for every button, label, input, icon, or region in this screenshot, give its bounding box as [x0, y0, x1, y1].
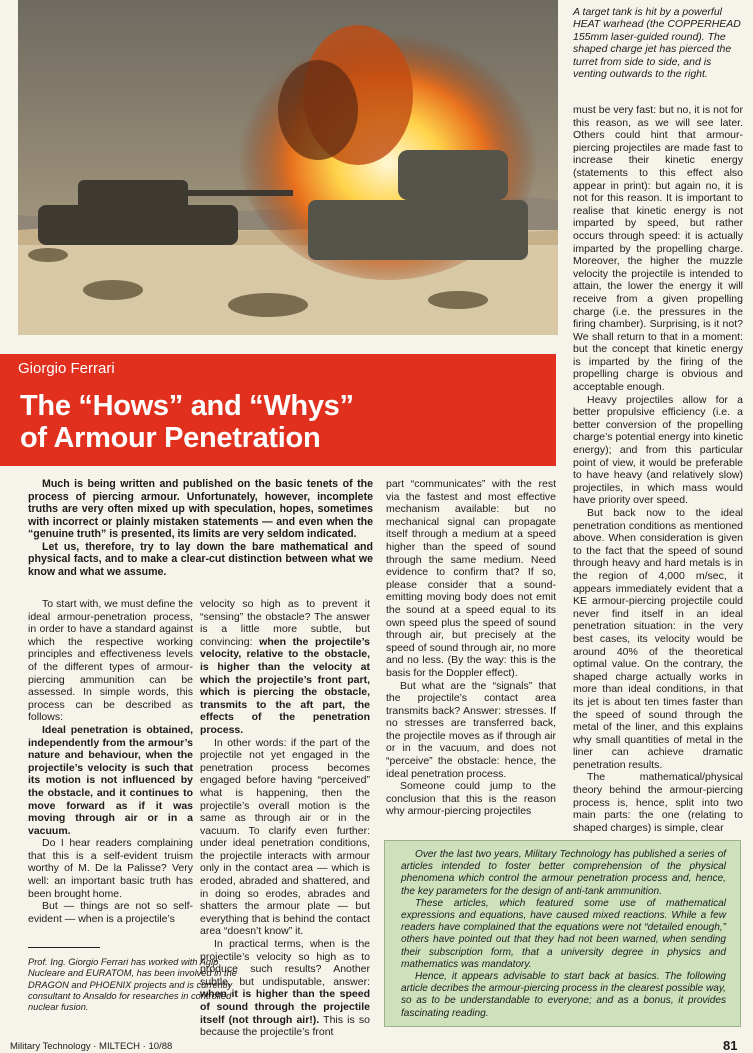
paragraph: But — things are not so self-evident — when is a projectile’s [28, 900, 193, 925]
paragraph: must be very fast: but no, it is not for this reason, as we will see later. Others could hint that armour-piercing projectiles are made fast to increase their kinetic energy (statements to this effect also appear in print): but again no, it is not for this reason. It is important to realise that kinetic energy is not imparted by speed, but rather occurs through speed: it is actually imparted by the propelling charge. Moreover, the higher the muzzle velocity the projectile is intended to attain, the lower the energy it will receive from a given propelling charge (i.e. the pressures in the firing chamber). Surprising, is it not? We shall return to that in a moment: but the concept that kinetic energy is imparted by the firing of the propelling charge is obvious and acceptable enough. [573, 104, 743, 394]
author-byline: Giorgio Ferrari [18, 360, 115, 377]
title-banner [0, 354, 556, 466]
paragraph: Do I hear readers complaining that this is a self-evident truism worthy of M. De la Palisse? Very well: an important basic truth has been brought home. [28, 837, 193, 900]
paragraph: Ideal penetration is obtained, independently from the armour’s nature and behaviour, when the projectile’s velocity is such that its motion is not influenced by the obstacle, and it continues to move forward as if it was moving through air or in a vacuum. [28, 723, 193, 837]
sidebar-text [401, 849, 726, 1020]
column-1 [28, 598, 193, 925]
editorial-sidebar [384, 840, 741, 1027]
author-footnote: Prof. Ing. Giorgio Ferrari has worked with Agip Nucleare and EURATOM, has been involved in the DRAGON and PHOENIX projects and is currently consultant to Ansaldo for researches in controlled nuclear fusion. [28, 957, 237, 1013]
paragraph: To start with, we must define the ideal armour-penetration process, in order to have a standard against which the respective working principles and effectiveness levels of the different types of armour-piercing ammunition can be assessed. In simple words, this process can be described as follows: [28, 598, 193, 724]
sidebar-paragraph: Over the last two years, Military Technology has published a series of articles intended to foster better comprehension of the physical phenomena which control the armour penetration process and, hence, the key parameters for the design of anti-tank ammunition. [401, 849, 726, 897]
paragraph [200, 938, 370, 1039]
article-headline [20, 390, 354, 454]
headline-line-2: of Armour Penetration [20, 422, 321, 454]
footnote-rule [28, 947, 100, 948]
page-number: 81 [723, 1038, 738, 1053]
paragraph: But what are the “signals” that the projectile’s contact area transmits back? Answer: stresses. If no stresses are transferred back, the projectile moves as if through air or in the vacuum, and does not “perceive” the obstacle: hence, the ideal penetration process. [386, 679, 556, 780]
paragraph: But back now to the ideal penetration conditions as mentioned above. When consideration is given to the fact that the speed of sound through heavy and hard metals is in the region of 4,000 m/sec, it appears immediately evident that a KE armour-piercing projectile could never find itself in an ideal penetration situation: in the very best cases, its velocity would be around 40% of the theoretical optimal value. On the contrary, the shaped charge actually works in more than ideal conditions, in that its jet is about ten times faster than the speed of sound through the metal of the liner, and this explains why small quantities of metal in the liner can achieve dramatic penetration results. [573, 507, 743, 771]
paragraph [200, 598, 370, 737]
intro-paragraphs [28, 478, 373, 578]
paragraph: The mathematical/physical theory behind the armour-piercing process is, hence, split into two main parts: the one (relating to shaped charges) is simple, clear [573, 771, 743, 834]
column-3 [386, 478, 556, 818]
bold-text-run: when the projectile’s velocity, relative to the obstacle, is higher than the velocity at which the projectile’s front part, which is piercing the obstacle, transmits to the aft part, the effects of the penetration process. [200, 635, 371, 736]
sidebar-paragraph: These articles, which featured some use of mathematical expressions and equations, have caused mixed reactions. While a few readers have complained that the equations were not “detailed enough,” others have pointed out that they had not been warned, when sending their subscription form, that a university degree in physics and mathematics was mandatory. [401, 897, 726, 970]
photo-caption: A target tank is hit by a powerful HEAT warhead (the COPPERHEAD 155mm laser-guided round). The shaped charge jet has pierced the turret from side to side, and is venting outwards to the right. [573, 6, 741, 81]
paragraph: In other words: if the part of the projectile not yet engaged in the penetration process becomes engaged before having “perceived” what is happening, then the projectile’s overall motion is the same as through air or in the vacuum. To clarify even further: under ideal penetration conditions, the projectile interacts with armour only in the contact area — which is eroded, abraded and shattered, and in doing so erodes, abrades and shatters the armour plate — but everything that is behind the contact area “doesn’t know” it. [200, 736, 370, 938]
journal-footer: Military Technology · MILTECH · 10/88 [10, 1041, 173, 1052]
column-4 [573, 104, 743, 834]
column-2 [200, 598, 370, 1039]
paragraph: part “communicates” with the rest via the fastest and most effective mechanism available: but no mechanical signal can propagate itself through a medium at a speed higher than the speed of sound through the same medium. Need evidence to confirm that? If so, please consider that a sound-emitting moving body does not emit the sound at a speed equal to its own speed plus the speed of sound through air, but precisely at the speed of sound through air, no more and no less. (By the way: this is the basis for the Doppler effect). [386, 478, 556, 679]
headline-line-1: The “Hows” and “Whys” [20, 390, 354, 422]
paragraph: Someone could jump to the conclusion that this is the reason why armour-piercing projectiles [386, 780, 556, 818]
text-run: velocity so high as to prevent it “sensing” the obstacle? The answer is a little more subtle, but convincing: [200, 598, 370, 648]
sidebar-paragraph: Hence, it appears advisable to start back at basics. The following article decribes the armour-piercing process in the clearest possible way, so as to be understandable to everyone; and as a bonus, it provides fascinating reading. [401, 971, 726, 1019]
intro-paragraph: Let us, therefore, try to lay down the bare mathematical and physical facts, and to make a clear-cut distinction between what we know and what we assume. [28, 540, 373, 578]
text-run: This is so because the projectile’s front [200, 1013, 370, 1039]
text-run: In practical terms, when is the projectile’s velocity so high as to produce such results? Another subtle, but undisputable, answer: [200, 938, 370, 988]
bold-text-run: when it is higher than the speed of sound through the projectile itself (not through air!). [200, 988, 370, 1026]
paragraph: Heavy projectiles allow for a better propulsive efficiency (i.e. a better conversion of the propelling charge’s potential energy into kinetic energy); and from this particular point of view, it would be preferable to have heavy (and relatively slow) projectiles, in which mass would have priority over speed. [573, 393, 743, 507]
intro-paragraph: Much is being written and published on the basic tenets of the process of piercing armour. Unfortunately, however, incomplete truths are very often mixed up with speculation, hopes, sometimes with incorrect or plainly mistaken statements — and even when the “genuine truth” is presented, its limits are very seldom indicated. [28, 478, 373, 540]
tank-explosion-photo [18, 0, 558, 335]
